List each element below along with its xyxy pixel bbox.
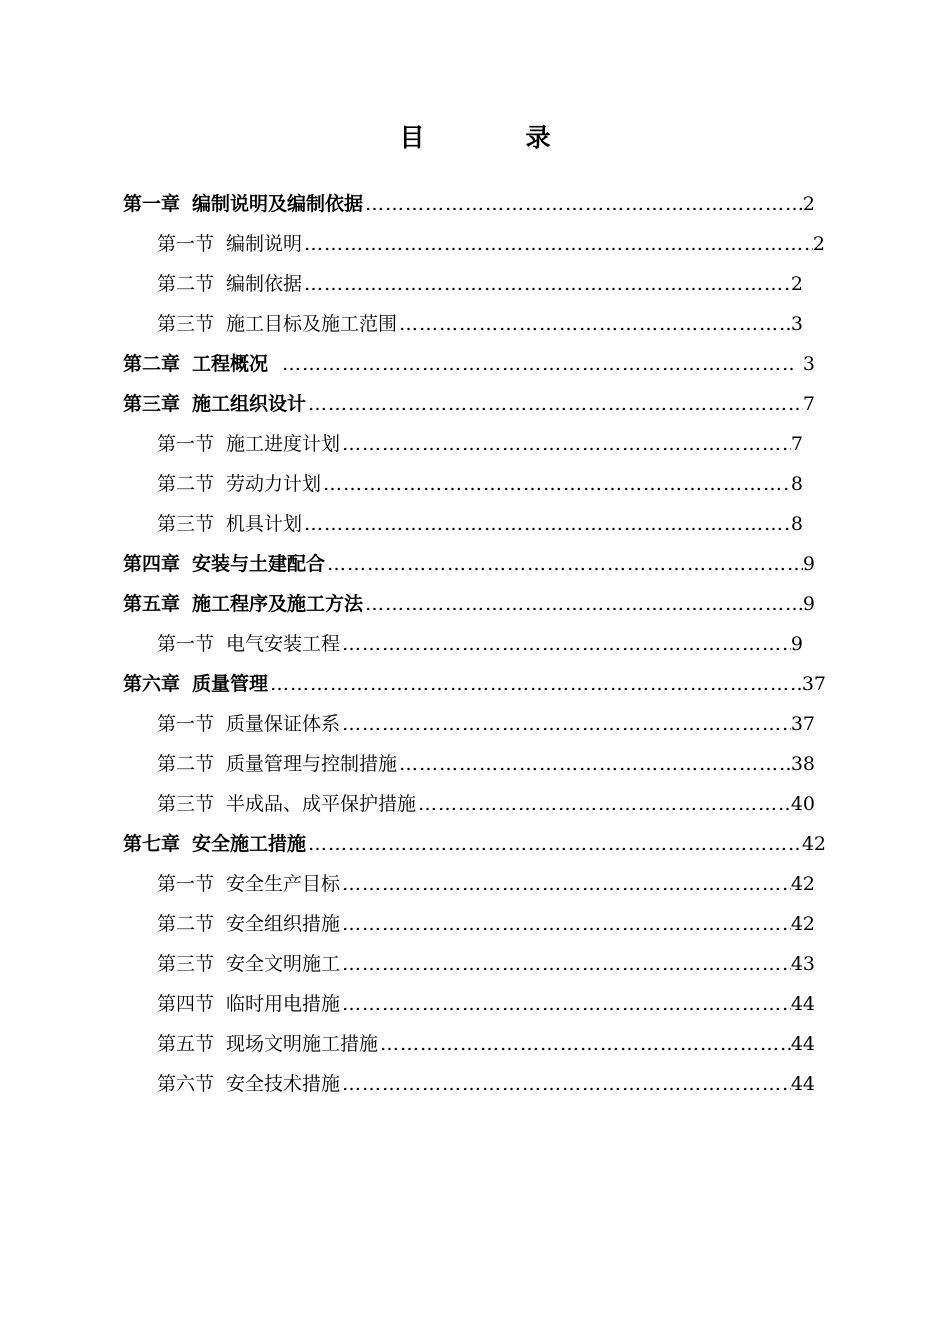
toc-dot-leader xyxy=(340,424,791,464)
toc-entry-number: 第二章 xyxy=(123,353,181,375)
toc-entry-number: 第五节 xyxy=(157,1033,215,1055)
toc-chapter-entry[interactable] xyxy=(0,184,815,224)
toc-entry-label xyxy=(157,944,340,984)
toc-page-number: 43 xyxy=(790,953,815,975)
toc-entry-text: 安全组织措施 xyxy=(226,913,341,935)
toc-dot-leader xyxy=(397,304,791,344)
toc-entry-label xyxy=(123,544,325,584)
toc-page-number: 38 xyxy=(790,753,815,775)
toc-entry-number: 第一节 xyxy=(157,633,215,655)
toc-entry-number: 第二节 xyxy=(157,273,215,295)
toc-entry-label xyxy=(157,984,340,1024)
toc-section-entry[interactable] xyxy=(0,304,803,344)
toc-section-entry[interactable] xyxy=(0,264,803,304)
toc-entry-label xyxy=(157,224,302,264)
toc-entry-label xyxy=(157,424,340,464)
toc-entry-number: 第一节 xyxy=(157,433,215,455)
toc-page-number: 3 xyxy=(802,353,815,375)
toc-entry-number: 第六节 xyxy=(157,1073,215,1095)
toc-section-entry[interactable] xyxy=(0,944,815,984)
toc-section-entry[interactable] xyxy=(0,984,815,1024)
toc-dot-leader xyxy=(378,1024,791,1064)
toc-entry-text: 施工目标及施工范围 xyxy=(226,313,398,335)
toc-dot-leader xyxy=(306,384,803,424)
toc-chapter-entry[interactable] xyxy=(0,584,815,624)
toc-entry-number: 第三章 xyxy=(123,393,181,415)
toc-entry-number: 第五章 xyxy=(123,593,181,615)
toc-section-entry[interactable] xyxy=(0,624,803,664)
toc-section-entry[interactable] xyxy=(0,424,803,464)
toc-entry-number: 第三节 xyxy=(157,313,215,335)
toc-entry-number: 第七章 xyxy=(123,833,181,855)
toc-page-number: 9 xyxy=(802,553,815,575)
toc-entry-label xyxy=(123,584,363,624)
toc-entry-number: 第二节 xyxy=(157,473,215,495)
toc-entry-label xyxy=(157,904,340,944)
toc-dot-leader xyxy=(302,504,791,544)
toc-page-number: 3 xyxy=(790,313,803,335)
toc-entry-text: 质量保证体系 xyxy=(226,713,341,735)
toc-dot-leader xyxy=(363,584,803,624)
toc-entry-text: 质量管理与控制措施 xyxy=(226,753,398,775)
toc-dot-leader xyxy=(340,864,791,904)
toc-page-number: 7 xyxy=(802,393,815,415)
toc-chapter-entry[interactable] xyxy=(0,544,815,584)
toc-entry-label xyxy=(123,664,268,704)
toc-page-number: 2 xyxy=(802,193,815,215)
toc-page-number: 42 xyxy=(801,833,826,855)
toc-entry-text: 施工程序及施工方法 xyxy=(192,593,364,615)
toc-page-number: 40 xyxy=(790,793,815,815)
toc-entry-number: 第一节 xyxy=(157,233,215,255)
toc-dot-leader xyxy=(306,824,802,864)
toc-entry-text: 临时用电措施 xyxy=(226,993,341,1015)
toc-page-number: 9 xyxy=(802,593,815,615)
toc-entry-text: 安全文明施工 xyxy=(226,953,341,975)
toc-dot-leader xyxy=(340,904,791,944)
toc-section-entry[interactable] xyxy=(0,1024,815,1064)
toc-entry-label xyxy=(157,784,416,824)
toc-section-entry[interactable] xyxy=(0,784,815,824)
toc-entry-text: 施工进度计划 xyxy=(226,433,341,455)
toc-entry-label xyxy=(123,184,363,224)
toc-entry-text: 安全技术措施 xyxy=(226,1073,341,1095)
toc-entry-label xyxy=(157,704,340,744)
table-of-contents xyxy=(0,184,950,1104)
toc-section-entry[interactable] xyxy=(0,864,815,904)
toc-page-number: 37 xyxy=(790,713,815,735)
toc-entry-number: 第四章 xyxy=(123,553,181,575)
toc-entry-number: 第二节 xyxy=(157,913,215,935)
toc-entry-text: 编制依据 xyxy=(226,273,303,295)
toc-page-number: 42 xyxy=(790,913,815,935)
toc-section-entry[interactable] xyxy=(0,744,815,784)
toc-chapter-entry[interactable] xyxy=(0,824,826,864)
toc-entry-text: 现场文明施工措施 xyxy=(226,1033,379,1055)
toc-title: 目 录 xyxy=(399,123,589,152)
toc-entry-label xyxy=(157,744,397,784)
toc-dot-leader xyxy=(416,784,791,824)
toc-entry-label xyxy=(157,624,340,664)
toc-section-entry[interactable] xyxy=(0,224,825,264)
toc-page-number: 44 xyxy=(790,993,815,1015)
toc-chapter-entry[interactable] xyxy=(0,344,815,384)
toc-entry-number: 第三节 xyxy=(157,953,215,975)
toc-entry-text: 编制说明 xyxy=(226,233,303,255)
toc-page-number: 2 xyxy=(790,273,803,295)
toc-chapter-entry[interactable] xyxy=(0,384,815,424)
toc-entry-number: 第三节 xyxy=(157,793,215,815)
toc-entry-label xyxy=(157,504,302,544)
toc-entry-number: 第一章 xyxy=(123,193,181,215)
toc-section-entry[interactable] xyxy=(0,504,803,544)
toc-dot-leader xyxy=(325,544,803,584)
toc-dot-leader xyxy=(340,984,791,1024)
toc-entry-text: 安全生产目标 xyxy=(226,873,341,895)
toc-dot-leader xyxy=(302,264,791,304)
toc-entry-text: 机具计划 xyxy=(226,513,303,535)
toc-entry-label xyxy=(123,384,306,424)
toc-entry-text: 劳动力计划 xyxy=(226,473,322,495)
toc-entry-text: 电气安装工程 xyxy=(226,633,341,655)
toc-entry-label xyxy=(157,464,321,504)
toc-entry-label xyxy=(157,264,302,304)
toc-page-number: 44 xyxy=(790,1033,815,1055)
toc-section-entry[interactable] xyxy=(0,904,815,944)
toc-dot-leader xyxy=(268,344,793,384)
toc-section-entry[interactable] xyxy=(0,1064,815,1104)
toc-entry-label xyxy=(157,304,397,344)
toc-entry-number: 第四节 xyxy=(157,993,215,1015)
toc-entry-label xyxy=(157,864,340,904)
toc-entry-label xyxy=(157,1024,378,1064)
toc-page-number: 8 xyxy=(790,473,803,495)
toc-entry-number: 第一节 xyxy=(157,873,215,895)
toc-dot-leader xyxy=(340,1064,791,1104)
toc-entry-label xyxy=(123,344,268,384)
toc-section-entry[interactable] xyxy=(0,704,815,744)
toc-entry-number: 第二节 xyxy=(157,753,215,775)
toc-page-number: 9 xyxy=(790,633,803,655)
toc-entry-number: 第一节 xyxy=(157,713,215,735)
toc-page-number: 2 xyxy=(812,233,825,255)
toc-entry-text: 施工组织设计 xyxy=(192,393,307,415)
toc-dot-leader xyxy=(340,944,791,984)
toc-dot-leader xyxy=(321,464,791,504)
toc-dot-leader xyxy=(340,704,791,744)
toc-entry-text: 工程概况 xyxy=(192,353,269,375)
toc-page-number: 8 xyxy=(790,513,803,535)
toc-entry-number: 第三节 xyxy=(157,513,215,535)
toc-entry-text: 安装与土建配合 xyxy=(192,553,326,575)
toc-dot-leader xyxy=(397,744,791,784)
toc-dot-leader xyxy=(340,624,791,664)
toc-page-number: 42 xyxy=(790,873,815,895)
toc-page-number: 37 xyxy=(801,673,826,695)
toc-dot-leader xyxy=(302,224,813,264)
toc-dot-leader xyxy=(268,664,802,704)
toc-entry-number: 第六章 xyxy=(123,673,181,695)
toc-entry-text: 质量管理 xyxy=(192,673,269,695)
toc-page-number: 7 xyxy=(790,433,803,455)
toc-entry-text: 安全施工措施 xyxy=(192,833,307,855)
toc-entry-text: 半成品、成平保护措施 xyxy=(226,793,417,815)
toc-section-entry[interactable] xyxy=(0,464,803,504)
toc-entry-label xyxy=(123,824,306,864)
toc-page-number: 44 xyxy=(790,1073,815,1095)
toc-entry-text: 编制说明及编制依据 xyxy=(192,193,364,215)
toc-chapter-entry[interactable] xyxy=(0,664,826,704)
toc-dot-leader xyxy=(363,184,803,224)
toc-entry-label xyxy=(157,1064,340,1104)
